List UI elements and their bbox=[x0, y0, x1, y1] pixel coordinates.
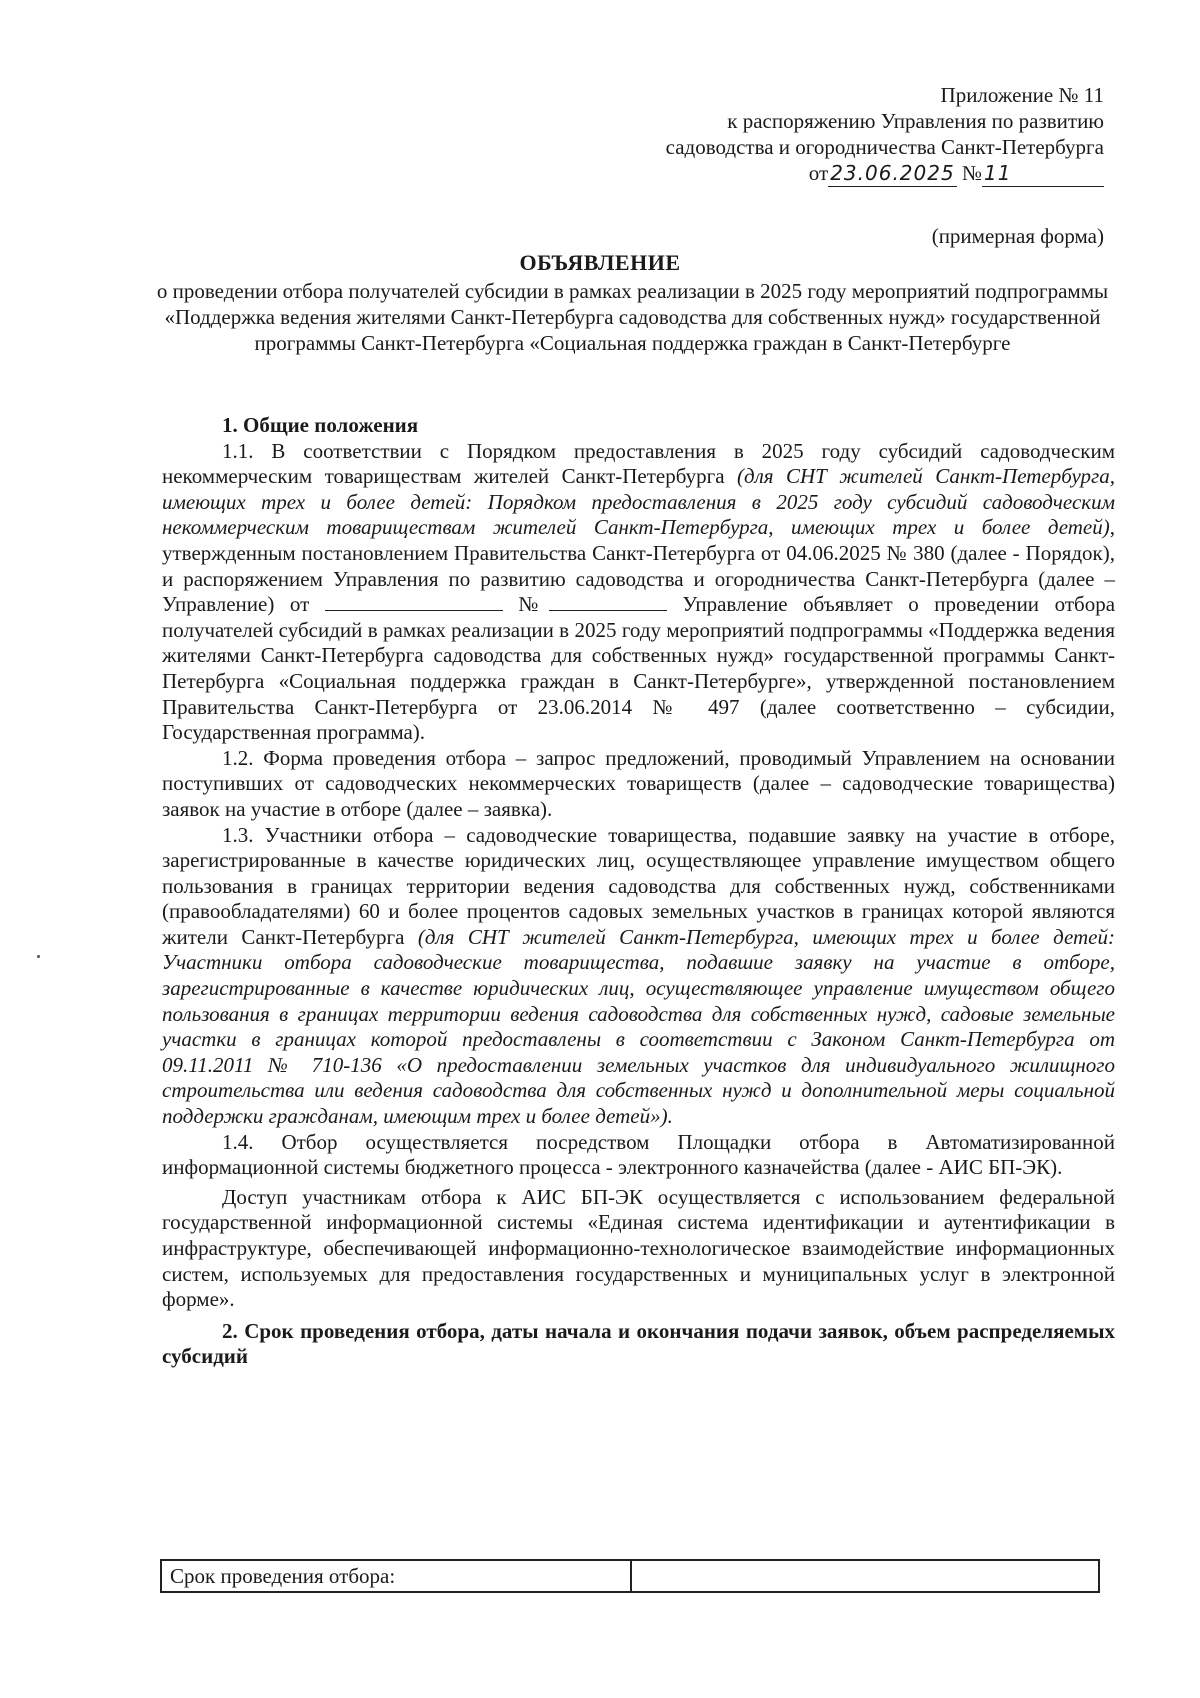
form-note: (примерная форма) bbox=[931, 224, 1104, 248]
terms-label-cell: Срок проведения отбора: bbox=[161, 1560, 631, 1592]
blank-number-field bbox=[549, 592, 667, 611]
paragraph-1-2: 1.2. Форма проведения отбора – запрос предложений, проводимый Управлением на основании поступивших от садоводческих некоммерческих товариществ (далее – садоводческие товарищества) заявок на участие в отборе (далее – заявка). bbox=[162, 745, 1115, 821]
handwritten-number: 11 bbox=[982, 160, 1104, 187]
blank-date-field bbox=[325, 592, 503, 611]
appendix-authority-line: садоводства и огородничества Санкт-Петербурга bbox=[665, 135, 1104, 159]
appendix-order-line: к распоряжению Управления по развитию bbox=[727, 109, 1104, 133]
handwritten-date: 23.06.2025 bbox=[830, 161, 955, 185]
date-prefix: от bbox=[808, 161, 829, 185]
document-body bbox=[162, 413, 1115, 1370]
terms-value-cell bbox=[631, 1560, 1099, 1592]
scan-speck bbox=[37, 955, 40, 958]
paragraph-1-1: 1.1. В соответствии с Порядком предоставления в 2025 году субсидий садоводческим некоммерческим товариществам жителей Санкт-Петербурга (для СНТ жителей Санкт-Петербурга, имеющих трех и более детей: Порядком предоставления в 2025 году субсидий садоводческим некоммерческим товариществам жителей Санкт-Петербурга, имеющих трех и более детей), утвержденным постановлением Правительства Санкт-Петербурга от 04.06.2025 № 380 (далее - Порядок), и распоряжением Управления по развитию садоводства и огородничества Санкт-Петербурга (далее – Управление) от № Управление объявляет о проведении отбора получателей субсидий в рамках реализации в 2025 году мероприятий подпрограммы «Поддержка ведения жителями Санкт-Петербурга садоводства для собственных нужд» государственной программы Санкт-Петербурга «Социальная поддержка граждан в Санкт-Петербурге», утвержденной постановлением Правительства Санкт-Петербурга от 23.06.2014 № 497 (далее соответственно – субсидии, Государственная программа). bbox=[162, 438, 1116, 745]
section-2-heading: 2. Срок проведения отбора, даты начала и окончания подачи заявок, объем распределяемых субсидий bbox=[162, 1318, 1115, 1369]
document-title: ОБЪЯВЛЕНИЕ bbox=[519, 250, 681, 275]
paragraph-access: Доступ участникам отбора к АИС БП-ЭК осуществляется с использованием федеральной государственной информационной системы «Единая система идентификации и аутентификации в инфраструктуре, обеспечивающей информационно-технологическое взаимодействие информационных систем, используемых для предоставления государственных и муниципальных услуг в электронной форме». bbox=[162, 1184, 1115, 1312]
number-prefix: № bbox=[961, 161, 982, 185]
table-row bbox=[161, 1560, 1099, 1592]
paragraph-1-3: 1.3. Участники отбора – садоводческие товарищества, подавшие заявку на участие в отборе, зарегистрированные в качестве юридических лиц, осуществляющее управление имуществом общего пользования в границах территории ведения садоводства для собственных нужд, собственниками (правообладателями) 60 и более процентов садовых земельных участков в границах которой являются жители Санкт-Петербурга (для СНТ жителей Санкт-Петербурга, имеющих трех и более детей: Участники отбора садоводческие товарищества, подавшие заявку на участие в отборе, зарегистрированные в качестве юридических лиц, осуществляющее управление имуществом общего пользования в границах территории ведения садоводства для собственных нужд, садовые земельные участки в границах которой предоставлены в соответствии с Законом Санкт-Петербурга от 09.11.2011 № 710-136 «О предоставлении земельных участков для индивидуального жилищного строительства или ведения садоводства для собственных нужд и дополнительной меры социальной поддержки гражданам, имеющим трех и более детей»). bbox=[162, 822, 1115, 1129]
appendix-header bbox=[666, 82, 1104, 187]
appendix-date-line bbox=[666, 160, 1104, 187]
section-1-heading: 1. Общие положения bbox=[222, 413, 419, 437]
appendix-number: Приложение № 11 bbox=[940, 83, 1104, 107]
terms-table bbox=[160, 1559, 1100, 1593]
paragraph-1-4: 1.4. Отбор осуществляется посредством Площадки отбора в Автоматизированной информационной системы бюджетного процесса - электронного казначейства (далее - АИС БП-ЭК). bbox=[162, 1129, 1115, 1180]
document-subtitle: о проведении отбора получателей субсидии в рамках реализации в 2025 году мероприятий подпрограммы «Поддержка ведения жителями Санкт-Петербурга садоводства для собственных нужд» государственной программы Санкт-Петербурга «Социальная поддержка граждан в Санкт-Петербурге bbox=[156, 279, 1109, 355]
